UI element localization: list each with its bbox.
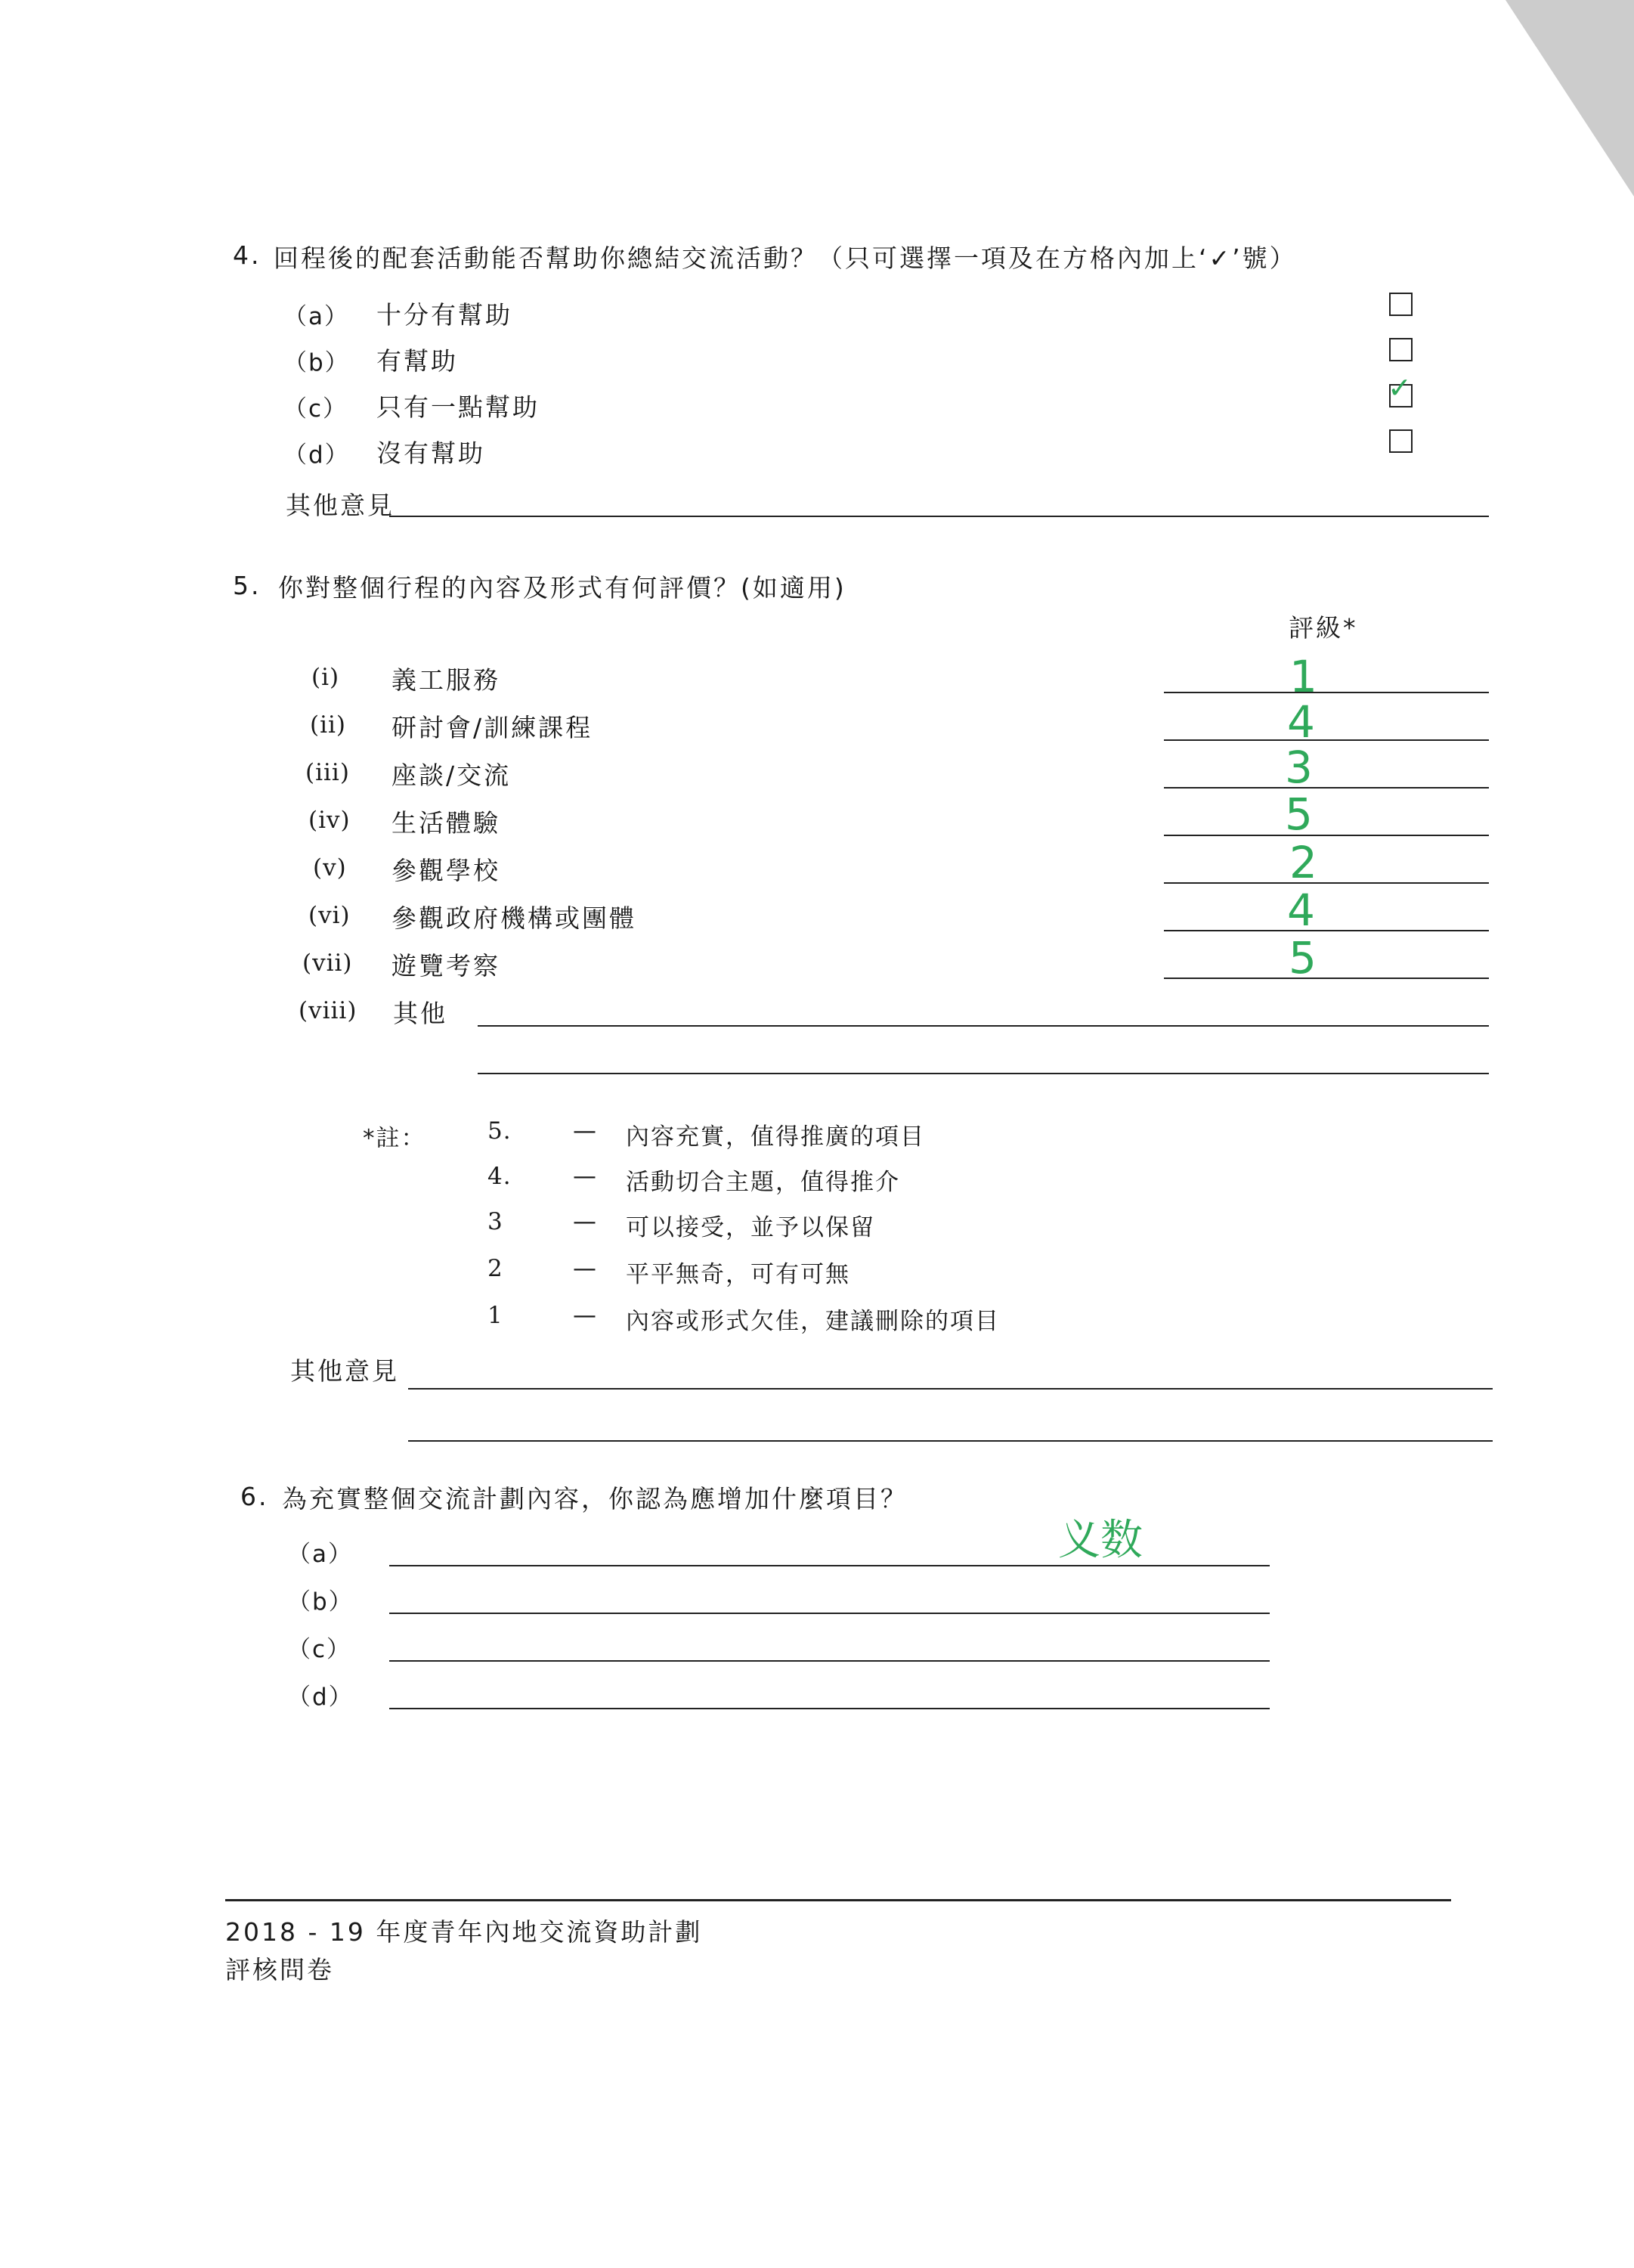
q5-question: 你對整個行程的內容及形式有何評價？(如適用) [278, 573, 846, 603]
q5-item-iii-label: 座談/交流 [391, 761, 512, 790]
q5-item-iii-rating-line[interactable] [1164, 787, 1489, 789]
folded-corner [1506, 0, 1634, 197]
q4-number: 4. [233, 240, 262, 270]
q5-item-vii-label: 遊覽考察 [391, 951, 500, 981]
q5-item-i-label: 義工服務 [391, 665, 500, 695]
q6-option-a-letter: （a） [287, 1541, 353, 1568]
q5-note-3-dash: — [573, 1208, 598, 1235]
q5-item-vi-number: (vi) [308, 902, 351, 929]
q5-note-4-text: 活動切合主題，值得推介 [626, 1169, 900, 1196]
q4-option-d-letter: （d） [283, 442, 350, 469]
q4-option-b-label: 有幫助 [376, 346, 458, 376]
q5-item-v-number: (v) [313, 854, 347, 881]
q6-option-d-line[interactable] [389, 1708, 1270, 1709]
q4-option-c-letter: （c） [283, 395, 348, 423]
q5-note-4-score: 4. [487, 1163, 512, 1190]
q6-option-b-letter: （b） [287, 1588, 354, 1616]
q5-item-viii-number: (viii) [299, 997, 357, 1024]
q4-option-c-label: 只有一點幫助 [376, 392, 540, 422]
q5-item-ii-rating-line[interactable] [1164, 739, 1489, 741]
q4-option-a-checkbox[interactable] [1389, 293, 1413, 316]
q4-question: 回程後的配套活動能否幫助你總結交流活動？（只可選擇一項及在方格內加上‘✓’號） [274, 243, 1297, 273]
q5-number: 5. [233, 571, 262, 600]
q5-item-iii-rating: 3 [1285, 742, 1313, 793]
q5-item-viii-line-2[interactable] [478, 1073, 1489, 1074]
q6-option-d-letter: （d） [287, 1684, 354, 1711]
q6-option-b-line[interactable] [389, 1613, 1270, 1614]
q5-item-vii-number: (vii) [302, 950, 353, 977]
q5-item-viii-label: 其他 [393, 999, 447, 1028]
q5-note-2-text: 平平無奇，可有可無 [626, 1261, 850, 1288]
footer-document-title: 評核問卷 [225, 1955, 334, 1984]
q5-item-i-rating: 1 [1289, 651, 1317, 702]
q5-item-iv-label: 生活體驗 [391, 808, 500, 838]
q5-item-vii-rating-line[interactable] [1164, 978, 1489, 979]
q6-option-a-answer: 义数 [1058, 1516, 1143, 1565]
q4-option-c-check-mark: ✓ [1388, 371, 1412, 404]
q5-item-ii-rating: 4 [1287, 696, 1315, 748]
footer-program-title: 2018 - 19 年度青年內地交流資助計劃 [225, 1917, 703, 1947]
q5-note-5-score: 5. [487, 1117, 512, 1145]
q5-note-4-dash: — [573, 1163, 598, 1190]
q5-rating-header: 評級* [1289, 613, 1358, 643]
q5-item-i-number: (i) [311, 664, 340, 691]
q4-option-d-checkbox[interactable] [1389, 429, 1413, 453]
q5-item-viii-line-1[interactable] [478, 1025, 1489, 1027]
q5-note-2-score: 2 [487, 1255, 503, 1282]
q6-option-c-letter: （c） [287, 1636, 352, 1663]
q5-note-2-dash: — [573, 1255, 598, 1282]
q5-item-v-rating: 2 [1289, 837, 1317, 888]
q5-other-answer-line-2[interactable] [408, 1440, 1493, 1442]
q5-note-1-text: 內容或形式欠佳，建議刪除的項目 [626, 1308, 1000, 1335]
q4-option-b-letter: （b） [283, 349, 350, 376]
q5-other-answer-line-1[interactable] [408, 1388, 1493, 1390]
q5-item-iv-rating: 5 [1285, 789, 1313, 840]
q5-item-iv-number: (iv) [308, 807, 351, 834]
q5-item-vi-rating-line[interactable] [1164, 930, 1489, 931]
q5-other-label: 其他意見 [290, 1356, 399, 1386]
q5-note-1-dash: — [573, 1302, 598, 1329]
q5-item-i-rating-line[interactable] [1164, 692, 1489, 693]
q5-item-ii-label: 研討會/訓練課程 [391, 713, 593, 742]
q6-number: 6. [240, 1482, 269, 1511]
q4-option-d-label: 沒有幫助 [376, 438, 485, 468]
q6-option-a-line[interactable] [389, 1565, 1270, 1566]
q5-note-3-text: 可以接受，並予以保留 [626, 1214, 875, 1241]
q4-option-a-label: 十分有幫助 [376, 300, 512, 330]
q5-item-v-rating-line[interactable] [1164, 882, 1489, 884]
q5-item-iv-rating-line[interactable] [1164, 835, 1489, 836]
q4-option-a-letter: （a） [283, 303, 349, 330]
q4-option-b-checkbox[interactable] [1389, 338, 1413, 361]
q5-item-v-label: 參觀學校 [391, 856, 500, 885]
q5-note-5-dash: — [573, 1117, 598, 1145]
q5-note-5-text: 內容充實，值得推廣的項目 [626, 1123, 925, 1151]
q5-note-1-score: 1 [487, 1302, 503, 1329]
q5-item-vi-rating: 4 [1287, 885, 1315, 936]
q5-note-label: *註： [363, 1125, 426, 1152]
q4-other-answer-line[interactable] [389, 516, 1489, 517]
q5-item-vi-label: 參觀政府機構或團體 [391, 903, 636, 933]
q6-option-c-line[interactable] [389, 1660, 1270, 1662]
q4-other-label: 其他意見 [286, 491, 395, 520]
q6-question: 為充實整個交流計劃內容，你認為應增加什麼項目？ [282, 1484, 908, 1514]
q5-item-ii-number: (ii) [310, 711, 347, 739]
footer-rule [225, 1899, 1451, 1901]
q5-note-3-score: 3 [487, 1208, 503, 1235]
q5-item-vii-rating: 5 [1289, 932, 1317, 984]
q5-item-iii-number: (iii) [305, 759, 350, 786]
